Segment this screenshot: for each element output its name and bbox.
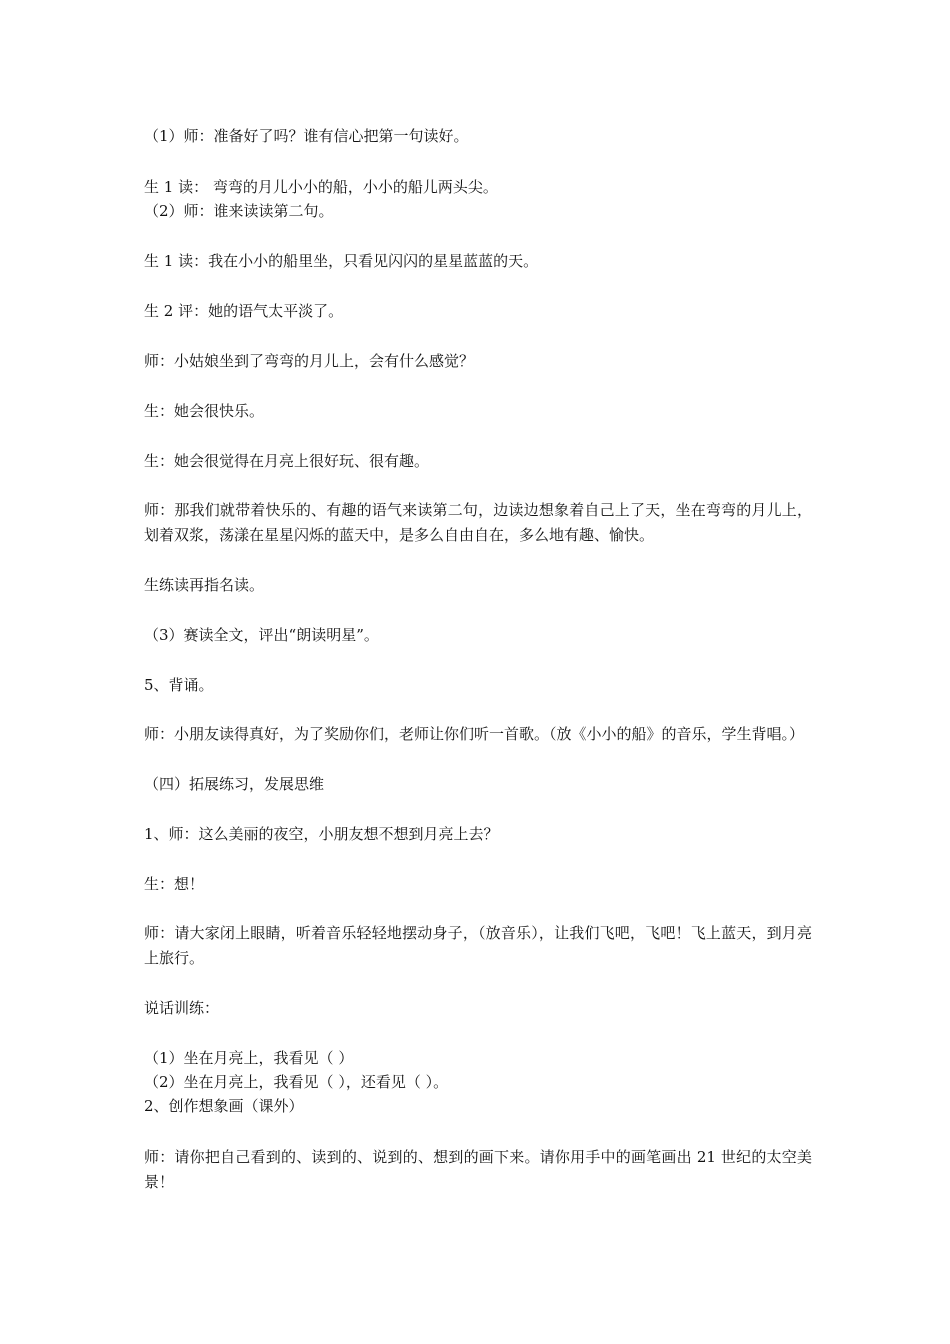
paragraph-teacher-song: 师：小朋友读得真好，为了奖励你们，老师让你们听一首歌。（放《小小的船》的音乐，学生背唱。） — [144, 725, 805, 743]
paragraph-reading-contest: （3）赛读全文，评出“朗读明星”。 — [144, 626, 379, 644]
paragraph-student-want: 生：想！ — [144, 875, 205, 893]
paragraph-teacher-music: 师：请大家闭上眼睛，听着音乐轻轻地摆动身子，（放音乐），让我们飞吧，飞吧！飞上蓝天，到月亮上旅行。 — [144, 924, 812, 967]
paragraph-teacher-second-line: （2）师：谁来读读第二句。 — [144, 202, 334, 220]
paragraph-practice-reading: 生练读再指名读。 — [144, 576, 265, 594]
paragraph-student-read-2: 生 1 读：我在小小的船里坐，只看见闪闪的星星蓝蓝的天。 — [144, 252, 539, 270]
paragraph-teacher-ready: （1）师：准备好了吗？谁有信心把第一句读好。 — [144, 127, 469, 145]
section-speaking-training: 说话训练： — [144, 999, 220, 1017]
paragraph-teacher-question: 师：小姑娘坐到了弯弯的月儿上，会有什么感觉？ — [144, 352, 475, 370]
paragraph-student-answer-1: 生：她会很快乐。 — [144, 402, 265, 420]
paragraph-student-answer-2: 生：她会很觉得在月亮上很好玩、很有趣。 — [144, 452, 430, 470]
section-recite: 5、背诵。 — [144, 676, 214, 694]
paragraph-student-read-1: 生 1 读： 弯弯的月儿小小的船，小小的船儿两头尖。 — [144, 178, 498, 196]
section-creative-drawing: 2、创作想象画（课外） — [144, 1097, 304, 1115]
exercise-item-1: （1）坐在月亮上，我看见（ ） — [144, 1049, 354, 1067]
section-extension-practice: （四）拓展练习，发展思维 — [144, 775, 325, 793]
paragraph-student-comment: 生 2 评：她的语气太平淡了。 — [144, 302, 344, 320]
exercise-item-2: （2）坐在月亮上，我看见（ ），还看见（ ）。 — [144, 1073, 449, 1091]
paragraph-teacher-instruction: 师：那我们就带着快乐的、有趣的语气来读第二句，边读边想象着自己上了天，坐在弯弯的月儿上，划着双浆，荡漾在星星闪烁的蓝天中，是多么自由自在，多么地有趣、愉快。 — [144, 501, 812, 544]
paragraph-teacher-drawing: 师：请你把自己看到的、读到的、说到的、想到的画下来。请你用手中的画笔画出 21 世纪的太空美景！ — [144, 1148, 812, 1191]
paragraph-teacher-night-sky: 1、师：这么美丽的夜空，小朋友想不想到月亮上去？ — [144, 825, 499, 843]
